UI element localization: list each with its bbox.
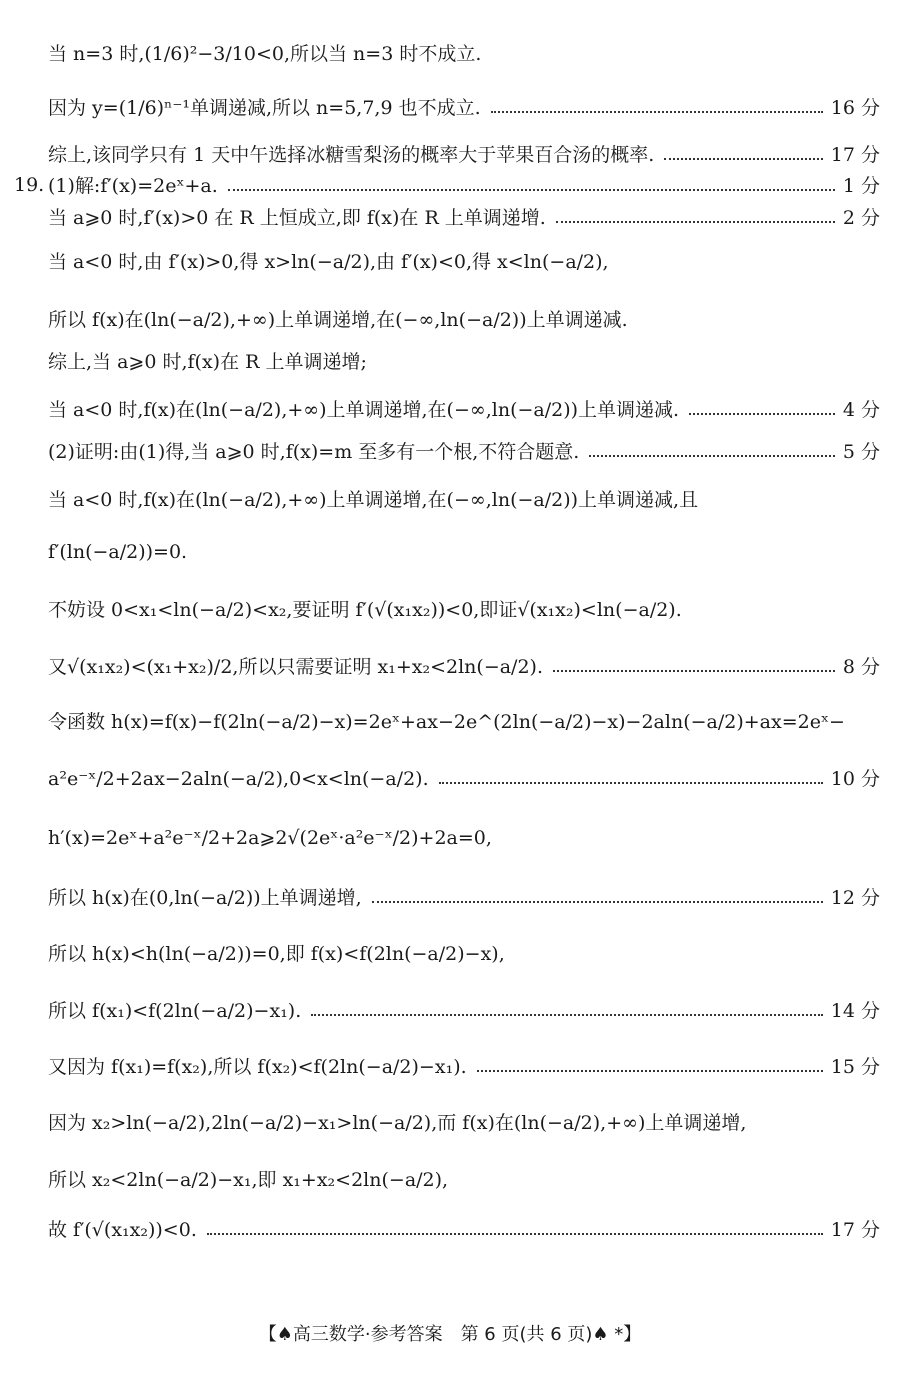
line-text: 因为 x₂>ln(−a/2),2ln(−a/2)−x₁>ln(−a/2),而 f(x)在(ln(−a/2),+∞)上单调递增,: [48, 1112, 747, 1134]
solution-line: [48, 1055, 880, 1079]
line-text: 又因为 f(x₁)=f(x₂),所以 f(x₂)<f(2ln(−a/2)−x₁).: [48, 1056, 467, 1078]
question-number: 19.: [14, 174, 45, 196]
line-text: 所以 f(x)在(ln(−a/2),+∞)上单调递增,在(−∞,ln(−a/2))上单调递减.: [48, 309, 628, 331]
solution-line: [48, 999, 880, 1023]
line-text: 令函数 h(x)=f(x)−f(2ln(−a/2)−x)=2eˣ+ax−2e^(2ln(−a/2)−x)−2aln(−a/2)+ax=2eˣ−: [48, 711, 845, 733]
line-text: f′(ln(−a/2))=0.: [48, 541, 188, 563]
dot-leader: [589, 455, 835, 457]
line-text: h′(x)=2eˣ+a²e⁻ˣ/2+2a⩾2√(2eˣ·a²e⁻ˣ/2)+2a=0,: [48, 827, 492, 849]
dot-leader: [556, 221, 835, 223]
score-mark: 4 分: [842, 399, 880, 421]
dot-leader: [207, 1233, 823, 1235]
solution-line: [48, 826, 880, 850]
line-text: (1)解:f′(x)=2eˣ+a.: [48, 175, 218, 197]
solution-line: [48, 1168, 880, 1192]
line-text: 所以 x₂<2ln(−a/2)−x₁,即 x₁+x₂<2ln(−a/2),: [48, 1169, 449, 1191]
solution-line: [48, 250, 880, 274]
score-mark: 12 分: [830, 887, 880, 909]
dot-leader: [372, 901, 823, 903]
solution-line: [48, 96, 880, 120]
score-mark: 2 分: [842, 207, 880, 229]
solution-line: [48, 886, 880, 910]
score-mark: 17 分: [830, 144, 880, 166]
score-mark: 17 分: [830, 1219, 880, 1241]
solution-line: [48, 308, 880, 332]
solution-line: [48, 1218, 880, 1242]
score-mark: 14 分: [830, 1000, 880, 1022]
line-text: 所以 h(x)<h(ln(−a/2))=0,即 f(x)<f(2ln(−a/2)−x),: [48, 943, 505, 965]
line-text: 综上,当 a⩾0 时,f(x)在 R 上单调递增;: [48, 351, 367, 373]
line-text: 综上,该同学只有 1 天中午选择冰糖雪梨汤的概率大于苹果百合汤的概率.: [48, 144, 655, 166]
dot-leader: [477, 1070, 823, 1072]
line-text: 当 n=3 时,(1/6)²−3/10<0,所以当 n=3 时不成立.: [48, 43, 482, 65]
solution-line: [48, 540, 880, 564]
line-text: 所以 f(x₁)<f(2ln(−a/2)−x₁).: [48, 1000, 302, 1022]
dot-leader: [553, 670, 835, 672]
score-mark: 16 分: [830, 97, 880, 119]
dot-leader: [228, 189, 835, 191]
line-text: (2)证明:由(1)得,当 a⩾0 时,f(x)=m 至多有一个根,不符合题意.: [48, 441, 580, 463]
dot-leader: [664, 158, 823, 160]
solution-line: [48, 598, 880, 622]
solution-line: [48, 206, 880, 230]
dot-leader: [689, 413, 835, 415]
line-text: 因为 y=(1/6)ⁿ⁻¹单调递减,所以 n=5,7,9 也不成立.: [48, 97, 481, 119]
dot-leader: [311, 1014, 823, 1016]
dot-leader: [439, 782, 823, 784]
solution-line: [48, 710, 880, 734]
line-text: 所以 h(x)在(0,ln(−a/2))上单调递增,: [48, 887, 362, 909]
solution-line: [48, 350, 880, 374]
solution-line: [48, 398, 880, 422]
line-text: 故 f′(√(x₁x₂))<0.: [48, 1219, 197, 1241]
score-mark: 8 分: [842, 656, 880, 678]
score-mark: 10 分: [830, 768, 880, 790]
dot-leader: [491, 111, 823, 113]
line-text: 不妨设 0<x₁<ln(−a/2)<x₂,要证明 f′(√(x₁x₂))<0,即证√(x₁x₂)<ln(−a/2).: [48, 599, 682, 621]
line-text: 当 a⩾0 时,f′(x)>0 在 R 上恒成立,即 f(x)在 R 上单调递增.: [48, 207, 546, 229]
line-text: a²e⁻ˣ/2+2ax−2aln(−a/2),0<x<ln(−a/2).: [48, 768, 429, 790]
solution-line: [48, 143, 880, 167]
line-text: 当 a<0 时,f(x)在(ln(−a/2),+∞)上单调递增,在(−∞,ln(−a/2))上单调递减.: [48, 399, 680, 421]
line-text: 又√(x₁x₂)<(x₁+x₂)/2,所以只需要证明 x₁+x₂<2ln(−a/2).: [48, 656, 544, 678]
score-mark: 15 分: [830, 1056, 880, 1078]
line-text: 当 a<0 时,f(x)在(ln(−a/2),+∞)上单调递增,在(−∞,ln(−a/2))上单调递减,且: [48, 489, 699, 511]
solution-line: [48, 488, 880, 512]
solution-line: [48, 440, 880, 464]
page-footer: 【♠高三数学·参考答案 第 6 页(共 6 页)♠ *】: [258, 1324, 642, 1345]
solution-line: [48, 174, 880, 198]
solution-line: [48, 42, 880, 66]
solution-line: [48, 655, 880, 679]
score-mark: 1 分: [842, 175, 880, 197]
line-text: 当 a<0 时,由 f′(x)>0,得 x>ln(−a/2),由 f′(x)<0,得 x<ln(−a/2),: [48, 251, 609, 273]
score-mark: 5 分: [842, 441, 880, 463]
solution-line: [48, 767, 880, 791]
solution-line: [48, 1111, 880, 1135]
solution-line: [48, 942, 880, 966]
